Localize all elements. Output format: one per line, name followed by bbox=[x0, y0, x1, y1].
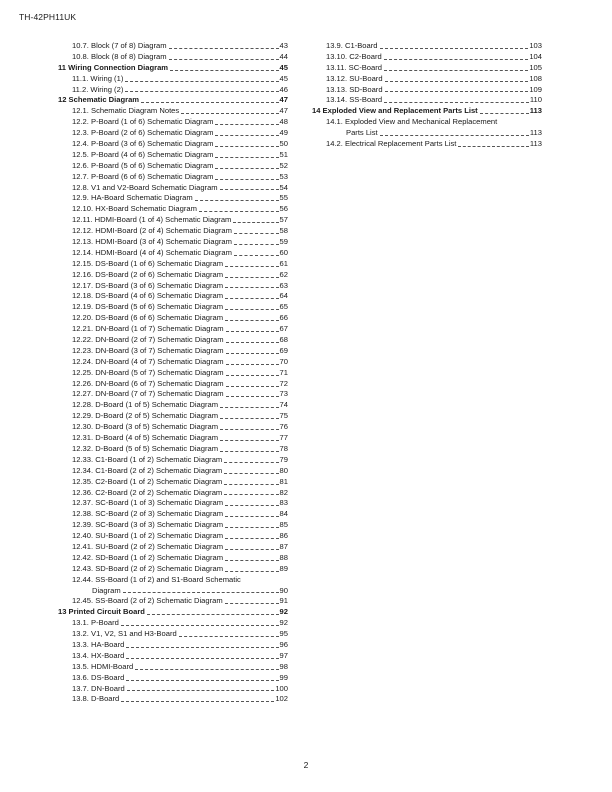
dot-leader bbox=[220, 440, 279, 441]
dot-leader bbox=[169, 59, 279, 60]
toc-entry[interactable] bbox=[312, 95, 542, 106]
toc-entry-title: 14.1. Exploded View and Mechanical Replacement bbox=[326, 117, 498, 127]
toc-entry-page: 68 bbox=[279, 335, 288, 345]
toc-entry[interactable] bbox=[58, 596, 288, 607]
toc-entry-page: 52 bbox=[279, 160, 288, 170]
toc-entry-page: 103 bbox=[529, 40, 542, 50]
toc-entry-page: 99 bbox=[279, 672, 288, 682]
toc-entry-page: 62 bbox=[279, 269, 288, 279]
toc-entry-page: 58 bbox=[279, 226, 288, 236]
toc-entry-title: 12.43. SD-Board (2 of 2) Schematic Diagram bbox=[72, 563, 224, 573]
toc-entry-page: 86 bbox=[279, 531, 288, 541]
dot-leader bbox=[181, 113, 278, 114]
dot-leader bbox=[125, 91, 278, 92]
toc-entry-title: 12.20. DS-Board (6 of 6) Schematic Diagram bbox=[72, 313, 224, 323]
dot-leader bbox=[225, 571, 278, 572]
dot-leader bbox=[195, 200, 279, 201]
toc-entry-page: 47 bbox=[279, 95, 288, 105]
dot-leader bbox=[224, 462, 278, 463]
toc-entry[interactable] bbox=[312, 63, 542, 74]
toc-entry-page: 108 bbox=[529, 73, 542, 83]
toc-entry-page: 84 bbox=[279, 509, 288, 519]
toc-entry-title: 12.26. DN-Board (6 of 7) Schematic Diagram bbox=[72, 378, 224, 388]
toc-entry-title: 12.24. DN-Board (4 of 7) Schematic Diagram bbox=[72, 356, 224, 366]
toc-entry-page: 97 bbox=[279, 650, 288, 660]
toc-entry-page: 74 bbox=[279, 400, 288, 410]
toc-entry-title: 13.5. HDMI-Board bbox=[72, 661, 134, 671]
toc-entry[interactable] bbox=[58, 694, 288, 705]
toc-entry[interactable] bbox=[58, 74, 288, 85]
toc-entry-page: 75 bbox=[279, 411, 288, 421]
toc-entry-title: 13.2. V1, V2, S1 and H3-Board bbox=[72, 629, 177, 639]
toc-entry[interactable] bbox=[58, 291, 288, 302]
toc-entry-title: 12 Schematic Diagram bbox=[58, 95, 140, 105]
toc-entry-title: 12.40. SU-Board (1 of 2) Schematic Diagram bbox=[72, 531, 224, 541]
toc-entry-title: 12.36. C2-Board (2 of 2) Schematic Diagram bbox=[72, 487, 223, 497]
toc-entry[interactable] bbox=[312, 52, 542, 63]
dot-leader bbox=[225, 298, 278, 299]
dot-leader bbox=[215, 157, 278, 158]
toc-entry-title: 10.7. Block (7 of 8) Diagram bbox=[72, 40, 167, 50]
dot-leader bbox=[215, 179, 278, 180]
toc-entry[interactable] bbox=[58, 368, 288, 379]
dot-leader bbox=[179, 636, 279, 637]
toc-entry[interactable] bbox=[58, 553, 288, 564]
dot-leader bbox=[384, 59, 529, 60]
toc-entry[interactable] bbox=[58, 684, 288, 695]
toc-entry-page: 53 bbox=[279, 171, 288, 181]
toc-entry-title: 12.9. HA-Board Schematic Diagram bbox=[72, 193, 193, 203]
toc-entry[interactable] bbox=[58, 172, 288, 183]
dot-leader bbox=[226, 375, 279, 376]
toc-entry-title: 12.4. P-Board (3 of 6) Schematic Diagram bbox=[72, 139, 214, 148]
toc-entry-page: 61 bbox=[279, 258, 288, 268]
dot-leader bbox=[215, 135, 278, 136]
toc-entry-title: 11.1. Wiring (1) bbox=[72, 73, 124, 83]
toc-entry[interactable] bbox=[58, 128, 288, 139]
toc-entry-title: 12.13. HDMI-Board (3 of 4) Schematic Diagram bbox=[72, 237, 232, 247]
toc-entry[interactable] bbox=[58, 618, 288, 629]
toc-entry-page: 71 bbox=[279, 367, 288, 377]
dot-leader bbox=[225, 505, 278, 506]
toc-entry-title: 12.35. C2-Board (1 of 2) Schematic Diagram bbox=[72, 476, 223, 486]
toc-entry[interactable] bbox=[58, 400, 288, 411]
toc-entry-title: 12.33. C1-Board (1 of 2) Schematic Diagram bbox=[72, 454, 223, 464]
toc-entry[interactable] bbox=[58, 248, 288, 259]
dot-leader bbox=[234, 255, 279, 256]
dot-leader bbox=[458, 146, 528, 147]
dot-leader bbox=[141, 102, 279, 103]
toc-entry[interactable] bbox=[58, 335, 288, 346]
dot-leader bbox=[225, 527, 278, 528]
toc-entry[interactable] bbox=[58, 651, 288, 662]
toc-entry[interactable] bbox=[312, 117, 542, 128]
dot-leader bbox=[220, 189, 279, 190]
toc-entry-title: 13.3. HA-Board bbox=[72, 639, 125, 649]
dot-leader bbox=[225, 538, 278, 539]
dot-leader bbox=[225, 603, 279, 604]
toc-entry-page: 66 bbox=[279, 313, 288, 323]
dot-leader bbox=[226, 331, 279, 332]
toc-entry-title: 13.1. P-Board bbox=[72, 618, 119, 628]
toc-entry[interactable] bbox=[58, 390, 288, 401]
toc-entry[interactable] bbox=[58, 422, 288, 433]
toc-entry-page: 89 bbox=[279, 563, 288, 573]
toc-entry[interactable] bbox=[312, 139, 542, 150]
toc-entry[interactable] bbox=[58, 411, 288, 422]
dot-leader bbox=[380, 48, 529, 49]
toc-entry-page: 69 bbox=[279, 345, 288, 355]
toc-entry-page: 73 bbox=[279, 389, 288, 399]
toc-entry-page: 92 bbox=[279, 607, 288, 617]
toc-entry-title: 12.18. DS-Board (4 of 6) Schematic Diagram bbox=[72, 291, 224, 301]
toc-entry-title: 12.21. DN-Board (1 of 7) Schematic Diagram bbox=[72, 324, 224, 334]
dot-leader bbox=[215, 146, 278, 147]
toc-entry-page: 43 bbox=[279, 40, 288, 50]
dot-leader bbox=[384, 70, 528, 71]
dot-leader bbox=[135, 669, 278, 670]
dot-leader bbox=[225, 549, 278, 550]
toc-entry-title: 13.14. SS-Board bbox=[326, 95, 383, 105]
dot-leader bbox=[126, 658, 278, 659]
toc-entry[interactable] bbox=[58, 313, 288, 324]
toc-entry-title: 12.3. P-Board (2 of 6) Schematic Diagram bbox=[72, 128, 214, 138]
toc-entry-page: 60 bbox=[279, 247, 288, 257]
toc-entry[interactable] bbox=[58, 52, 288, 63]
toc-entry[interactable] bbox=[58, 139, 288, 150]
dot-leader bbox=[147, 614, 279, 615]
toc-entry[interactable] bbox=[58, 281, 288, 292]
dot-leader bbox=[224, 484, 278, 485]
dot-leader bbox=[220, 418, 279, 419]
toc-entry[interactable] bbox=[58, 379, 288, 390]
toc-entry-title: 11 Wiring Connection Diagram bbox=[58, 62, 169, 72]
toc-entry-title: 13.12. SU-Board bbox=[326, 73, 383, 83]
toc-entry-page: 95 bbox=[279, 629, 288, 639]
dot-leader bbox=[225, 309, 278, 310]
toc-entry-page: 72 bbox=[279, 378, 288, 388]
toc-entry[interactable] bbox=[58, 575, 288, 586]
toc-entry-title: 11.2. Wiring (2) bbox=[72, 84, 124, 94]
toc-entry[interactable] bbox=[58, 629, 288, 640]
toc-entry-page: 105 bbox=[529, 62, 542, 72]
toc-entry-page: 96 bbox=[279, 639, 288, 649]
toc-entry[interactable] bbox=[58, 215, 288, 226]
toc-entry-title: 12.30. D-Board (3 of 5) Schematic Diagram bbox=[72, 422, 219, 432]
dot-leader bbox=[385, 81, 529, 82]
toc-entry-title: 13 Printed Circuit Board bbox=[58, 607, 145, 617]
toc-entry-page: 77 bbox=[279, 433, 288, 443]
toc-entry-title: 12.2. P-Board (1 of 6) Schematic Diagram bbox=[72, 117, 214, 127]
toc-entry-title: 13.9. C1-Board bbox=[326, 40, 378, 50]
toc-entry-title: 13.10. C2-Board bbox=[326, 51, 382, 61]
toc-entry-page: 104 bbox=[529, 51, 542, 61]
toc-entry-title: 12.15. DS-Board (1 of 6) Schematic Diagram bbox=[72, 258, 224, 268]
toc-entry[interactable] bbox=[58, 509, 288, 520]
toc-entry-page: 49 bbox=[279, 128, 288, 138]
toc-entry-page: 88 bbox=[279, 552, 288, 562]
toc-entry[interactable] bbox=[58, 270, 288, 281]
toc-entry-title: 13.11. SC-Board bbox=[326, 62, 382, 72]
toc-entry-page: 76 bbox=[279, 422, 288, 432]
toc-entry-page: 78 bbox=[279, 443, 288, 453]
toc-entry-title: 12.45. SS-Board (2 of 2) Schematic Diagram bbox=[72, 596, 223, 606]
dot-leader bbox=[225, 266, 278, 267]
dot-leader bbox=[215, 124, 278, 125]
toc-entry-title: 12.14. HDMI-Board (4 of 4) Schematic Diagram bbox=[72, 247, 232, 257]
toc-entry-page: 113 bbox=[529, 139, 542, 148]
toc-entry-page: 79 bbox=[279, 454, 288, 464]
toc-entry-title: 12.44. SS-Board (1 of 2) and S1-Board Schematic bbox=[72, 574, 241, 584]
toc-entry[interactable] bbox=[58, 542, 288, 553]
toc-entry-title: 12.17. DS-Board (3 of 6) Schematic Diagram bbox=[72, 280, 224, 290]
toc-entry[interactable] bbox=[58, 117, 288, 128]
toc-entry[interactable] bbox=[58, 520, 288, 531]
toc-entry-page: 90 bbox=[279, 585, 288, 595]
toc-entry[interactable] bbox=[58, 433, 288, 444]
toc-entry-page: 85 bbox=[279, 520, 288, 530]
toc-entry[interactable] bbox=[58, 41, 288, 52]
toc-entry[interactable] bbox=[58, 226, 288, 237]
toc-entry-page: 46 bbox=[279, 84, 288, 94]
toc-entry-title: 12.6. P-Board (5 of 6) Schematic Diagram bbox=[72, 160, 214, 170]
toc-entry-title: 12.27. DN-Board (7 of 7) Schematic Diagram bbox=[72, 389, 224, 399]
toc-entry[interactable] bbox=[58, 150, 288, 161]
dot-leader bbox=[169, 48, 279, 49]
toc-entry[interactable] bbox=[58, 324, 288, 335]
toc-entry[interactable] bbox=[58, 455, 288, 466]
toc-entry-page: 47 bbox=[279, 106, 288, 116]
toc-entry-title: 12.42. SD-Board (1 of 2) Schematic Diagram bbox=[72, 552, 224, 562]
toc-entry-title: 12.38. SC-Board (2 of 3) Schematic Diagram bbox=[72, 509, 224, 519]
toc-entry[interactable] bbox=[58, 204, 288, 215]
toc-entry[interactable] bbox=[58, 488, 288, 499]
toc-entry-page: 44 bbox=[279, 51, 288, 61]
toc-entry-page: 51 bbox=[279, 149, 288, 159]
toc-entry-page: 57 bbox=[279, 215, 288, 225]
toc-entry-page: 45 bbox=[279, 73, 288, 83]
toc-entry-title: 12.39. SC-Board (3 of 3) Schematic Diagram bbox=[72, 520, 224, 530]
toc-entry-page: 65 bbox=[279, 302, 288, 312]
toc-entry[interactable] bbox=[58, 193, 288, 204]
toc-entry-page: 98 bbox=[279, 661, 288, 671]
toc-entry-title: 12.8. V1 and V2-Board Schematic Diagram bbox=[72, 182, 218, 192]
toc-entry-page: 70 bbox=[279, 356, 288, 366]
toc-entry[interactable] bbox=[312, 128, 542, 139]
toc-entry-page: 110 bbox=[529, 95, 542, 105]
toc-entry-title: 12.28. D-Board (1 of 5) Schematic Diagram bbox=[72, 400, 219, 410]
toc-entry[interactable] bbox=[58, 586, 288, 597]
toc-entry-page: 83 bbox=[279, 498, 288, 508]
toc-entry-title: 12.22. DN-Board (2 of 7) Schematic Diagram bbox=[72, 335, 224, 345]
dot-leader bbox=[226, 386, 279, 387]
toc-entry-title: 12.31. D-Board (4 of 5) Schematic Diagram bbox=[72, 433, 219, 443]
toc-entry-title: 12.7. P-Board (6 of 6) Schematic Diagram bbox=[72, 171, 214, 181]
toc-entry[interactable] bbox=[58, 640, 288, 651]
toc-entry-title: Parts List bbox=[346, 128, 378, 138]
toc-entry[interactable] bbox=[58, 564, 288, 575]
toc-entry[interactable] bbox=[58, 498, 288, 509]
dot-leader bbox=[225, 560, 278, 561]
toc-entry-page: 48 bbox=[279, 117, 288, 127]
toc-entry-title: 12.16. DS-Board (2 of 6) Schematic Diagram bbox=[72, 269, 224, 279]
toc-entry-page: 87 bbox=[279, 541, 288, 551]
toc-entry-page: 64 bbox=[279, 291, 288, 301]
toc-entry-page: 50 bbox=[279, 139, 288, 148]
toc-entry[interactable] bbox=[312, 41, 542, 52]
dot-leader bbox=[121, 701, 274, 702]
toc-entry[interactable] bbox=[58, 673, 288, 684]
dot-leader bbox=[220, 451, 279, 452]
toc-entry[interactable] bbox=[58, 357, 288, 368]
toc-entry[interactable] bbox=[58, 85, 288, 96]
dot-leader bbox=[233, 222, 278, 223]
toc-entry-page: 113 bbox=[529, 106, 542, 116]
dot-leader bbox=[125, 81, 278, 82]
dot-leader bbox=[220, 407, 279, 408]
toc-entry-page: 109 bbox=[529, 84, 542, 94]
document-model-header: TH-42PH11UK bbox=[19, 12, 77, 22]
dot-leader bbox=[224, 494, 278, 495]
dot-leader bbox=[220, 429, 279, 430]
toc-entry-page: 45 bbox=[279, 62, 288, 72]
dot-leader bbox=[225, 320, 278, 321]
dot-leader bbox=[170, 70, 278, 71]
dot-leader bbox=[226, 364, 279, 365]
dot-leader bbox=[480, 113, 529, 114]
toc-entry-title: Diagram bbox=[92, 585, 121, 595]
toc-entry[interactable] bbox=[58, 237, 288, 248]
toc-entry-page: 81 bbox=[279, 476, 288, 486]
toc-entry-title: 13.4. HX-Board bbox=[72, 650, 125, 660]
dot-leader bbox=[199, 211, 279, 212]
dot-leader bbox=[234, 244, 279, 245]
toc-entry-title: 12.1. Schematic Diagram Notes bbox=[72, 106, 180, 116]
toc-entry[interactable] bbox=[58, 477, 288, 488]
dot-leader bbox=[126, 680, 278, 681]
dot-leader bbox=[384, 102, 529, 103]
dot-leader bbox=[226, 396, 279, 397]
toc-entry-title: 14 Exploded View and Replacement Parts List bbox=[312, 106, 478, 116]
toc-entry-title: 13.8. D-Board bbox=[72, 694, 120, 704]
toc-entry-title: 12.34. C1-Board (2 of 2) Schematic Diagram bbox=[72, 465, 223, 475]
toc-entry-page: 63 bbox=[279, 280, 288, 290]
toc-entry-title: 12.32. D-Board (5 of 5) Schematic Diagram bbox=[72, 443, 219, 453]
toc-entry-page: 102 bbox=[275, 694, 288, 704]
toc-entry-page: 67 bbox=[279, 324, 288, 334]
toc-entry-page: 55 bbox=[279, 193, 288, 203]
toc-entry-title: 13.13. SD-Board bbox=[326, 84, 383, 94]
toc-entry-title: 10.8. Block (8 of 8) Diagram bbox=[72, 51, 167, 61]
toc-entry-title: 12.10. HX-Board Schematic Diagram bbox=[72, 204, 197, 214]
toc-entry-title: 13.6. DS-Board bbox=[72, 672, 125, 682]
toc-entry[interactable] bbox=[58, 346, 288, 357]
toc-entry-page: 92 bbox=[279, 618, 288, 628]
toc-entry[interactable] bbox=[58, 259, 288, 270]
toc-entry[interactable] bbox=[58, 302, 288, 313]
toc-entry-title: 12.25. DN-Board (5 of 7) Schematic Diagram bbox=[72, 367, 224, 377]
dot-leader bbox=[226, 342, 279, 343]
toc-entry-title: 12.11. HDMI-Board (1 of 4) Schematic Diagram bbox=[72, 215, 232, 225]
toc-entry[interactable] bbox=[58, 466, 288, 477]
dot-leader bbox=[127, 690, 275, 691]
toc-entry[interactable] bbox=[58, 531, 288, 542]
toc-entry-page: 100 bbox=[275, 683, 288, 693]
toc-entry-page: 82 bbox=[279, 487, 288, 497]
toc-left-column bbox=[58, 41, 288, 705]
dot-leader bbox=[126, 647, 278, 648]
toc-entry[interactable] bbox=[58, 662, 288, 673]
toc-entry-page: 91 bbox=[279, 596, 288, 606]
toc-entry-page: 59 bbox=[279, 237, 288, 247]
page-number: 2 bbox=[303, 760, 309, 770]
toc-entry-page: 56 bbox=[279, 204, 288, 214]
toc-entry-page: 54 bbox=[279, 182, 288, 192]
toc-entry[interactable] bbox=[312, 74, 542, 85]
toc-entry-title: 12.37. SC-Board (1 of 3) Schematic Diagram bbox=[72, 498, 224, 508]
toc-entry-title: 12.23. DN-Board (3 of 7) Schematic Diagram bbox=[72, 345, 224, 355]
toc-section-entry[interactable] bbox=[312, 106, 542, 117]
toc-entry-title: 12.5. P-Board (4 of 6) Schematic Diagram bbox=[72, 149, 214, 159]
toc-entry-title: 12.12. HDMI-Board (2 of 4) Schematic Diagram bbox=[72, 226, 232, 236]
toc-section-entry[interactable] bbox=[58, 607, 288, 618]
toc-entry-title: 12.41. SU-Board (2 of 2) Schematic Diagram bbox=[72, 541, 224, 551]
dot-leader bbox=[225, 287, 278, 288]
toc-entry-title: 12.19. DS-Board (5 of 6) Schematic Diagram bbox=[72, 302, 224, 312]
toc-section-entry[interactable] bbox=[58, 95, 288, 106]
dot-leader bbox=[226, 353, 279, 354]
toc-entry-title: 12.29. D-Board (2 of 5) Schematic Diagram bbox=[72, 411, 219, 421]
toc-entry-page: 113 bbox=[529, 128, 542, 138]
dot-leader bbox=[225, 277, 278, 278]
dot-leader bbox=[224, 473, 278, 474]
toc-right-column bbox=[312, 41, 542, 150]
dot-leader bbox=[225, 516, 278, 517]
toc-entry[interactable] bbox=[58, 444, 288, 455]
toc-entry[interactable] bbox=[58, 106, 288, 117]
dot-leader bbox=[215, 168, 278, 169]
toc-entry[interactable] bbox=[58, 183, 288, 194]
toc-entry-title: 13.7. DN-Board bbox=[72, 683, 125, 693]
dot-leader bbox=[123, 592, 279, 593]
toc-entry-title: 14.2. Electrical Replacement Parts List bbox=[326, 139, 457, 148]
dot-leader bbox=[385, 91, 529, 92]
dot-leader bbox=[234, 233, 279, 234]
dot-leader bbox=[121, 625, 279, 626]
toc-entry[interactable] bbox=[58, 161, 288, 172]
toc-section-entry[interactable] bbox=[58, 63, 288, 74]
toc-entry[interactable] bbox=[312, 85, 542, 96]
dot-leader bbox=[380, 135, 529, 136]
toc-entry-page: 80 bbox=[279, 465, 288, 475]
